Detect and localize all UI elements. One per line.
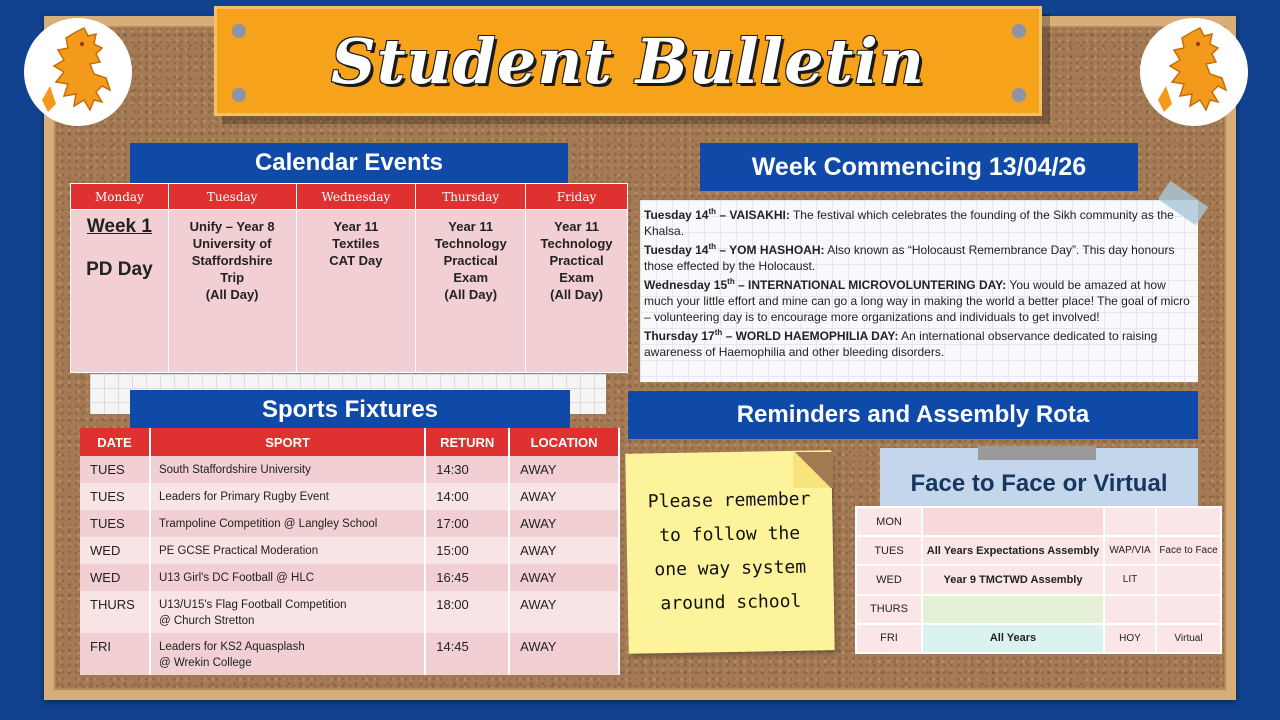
rota-event: All Years	[922, 624, 1104, 653]
calendar-line: Exam	[453, 270, 489, 285]
rota-event: Year 9 TMCTWD Assembly	[922, 565, 1104, 594]
calendar-day-header: Friday	[526, 184, 628, 210]
pd-day-label: PD Day	[86, 259, 153, 280]
sticky-note-fold	[793, 452, 833, 488]
fixture-date: TUES	[80, 510, 150, 537]
table-row	[80, 537, 619, 564]
calendar-cell-tuesday	[168, 210, 296, 373]
calendar-line: Year 11	[333, 219, 379, 234]
week-entry-day	[644, 278, 1006, 292]
school-crest-left	[24, 18, 132, 126]
lion-rampant-crest-icon	[36, 26, 120, 118]
week-entry	[644, 239, 1194, 274]
fixture-location: AWAY	[509, 537, 619, 564]
week-entry-title: – INTERNATIONAL MICROVOLUNTERING DAY:	[734, 278, 1007, 292]
pin-icon	[1012, 24, 1026, 38]
week-entry-text: Also known as “Holocaust Remembrance Day”. This day honours those effected by the Holocaust.	[644, 243, 1175, 273]
fixture-sport	[150, 564, 425, 591]
week-entry-day	[644, 208, 790, 222]
table-row	[80, 633, 619, 675]
calendar-line: Year 11	[448, 219, 494, 234]
fixture-date: WED	[80, 564, 150, 591]
fixture-sport-name: U13/U15's Flag Football Competition	[158, 599, 347, 611]
fixture-return: 14:00	[425, 483, 509, 510]
fixture-sport	[150, 510, 425, 537]
calendar-day-header: Wednesday	[296, 184, 416, 210]
week-notes	[640, 200, 1198, 382]
fixture-sport-name: Trampoline Competition @ Langley School	[158, 518, 378, 530]
calendar-heading: Calendar Events	[130, 143, 568, 183]
calendar-cell-monday	[71, 210, 169, 373]
calendar-line: Staffordshire	[191, 253, 273, 268]
week-entry-title: – WORLD HAEMOPHILIA DAY:	[722, 329, 899, 343]
fixture-location: AWAY	[509, 456, 619, 483]
table-row	[856, 536, 1221, 565]
table-row	[856, 595, 1221, 624]
calendar-line: (All Day)	[444, 287, 498, 302]
rota-day: MON	[856, 507, 922, 536]
week-entry-suffix: th	[708, 207, 717, 216]
fixture-return: 17:00	[425, 510, 509, 537]
week-entry-date: Tuesday 14	[644, 208, 709, 222]
calendar-cell-friday	[526, 210, 628, 373]
calendar-day-header: Thursday	[416, 184, 526, 210]
fixture-location: AWAY	[509, 564, 619, 591]
week-entry-date: Wednesday 15	[644, 278, 728, 292]
calendar-line: Textiles	[332, 236, 380, 251]
table-row	[856, 624, 1221, 653]
week-entry-day	[644, 243, 825, 257]
table-row	[80, 564, 619, 591]
calendar-table	[70, 183, 628, 373]
lion-rampant-crest-icon	[1152, 26, 1236, 118]
sports-heading: Sports Fixtures	[130, 390, 570, 430]
calendar-line: CAT Day	[329, 253, 383, 268]
pin-icon	[232, 88, 246, 102]
calendar-line: Technology	[434, 236, 507, 251]
week-entry-title: – VAISAKHI:	[716, 208, 790, 222]
fixture-date: TUES	[80, 483, 150, 510]
page-title: Student Bulletin	[331, 24, 925, 98]
rota-lead: WAP/VIA	[1104, 536, 1156, 565]
week-entry-date: Thursday 17	[644, 329, 715, 343]
fixture-return: 16:45	[425, 564, 509, 591]
fixture-sport-name: U13 Girl's DC Football @ HLC	[158, 572, 315, 584]
fixture-sport-name: South Staffordshire University	[158, 464, 311, 476]
table-row	[80, 591, 619, 633]
rota-table	[855, 506, 1222, 654]
fixture-location: AWAY	[509, 510, 619, 537]
calendar-day-header: Monday	[71, 184, 169, 210]
sports-table	[80, 428, 620, 675]
fixture-sport	[150, 591, 425, 633]
rota-lead: HOY	[1104, 624, 1156, 653]
sports-col-sport: SPORT	[150, 428, 425, 456]
rota-event	[922, 595, 1104, 624]
rota-event	[922, 507, 1104, 536]
fixture-date: WED	[80, 537, 150, 564]
week-entry	[644, 204, 1194, 239]
rota-mode: Face to Face	[1156, 536, 1221, 565]
week-entry-text: The festival which celebrates the founding of the Sikh community as the Khalsa.	[644, 208, 1174, 238]
rota-lead	[1104, 595, 1156, 624]
rota-event: All Years Expectations Assembly	[922, 536, 1104, 565]
calendar-line: Unify – Year 8	[189, 219, 275, 234]
fixture-date: FRI	[80, 633, 150, 675]
title-banner	[214, 6, 1042, 116]
calendar-line: Technology	[540, 236, 613, 251]
calendar-line: (All Day)	[550, 287, 603, 302]
fixture-sport-name: Leaders for Primary Rugby Event	[158, 491, 329, 503]
week-entry-suffix: th	[727, 277, 735, 286]
fixture-sport	[150, 537, 425, 564]
fixture-return: 14:30	[425, 456, 509, 483]
fixture-sport	[150, 456, 425, 483]
rota-mode: Virtual	[1156, 624, 1221, 653]
fixture-sport-venue: @ Church Stretton	[158, 615, 255, 627]
rota-day: FRI	[856, 624, 922, 653]
table-row	[80, 456, 619, 483]
rota-day: TUES	[856, 536, 922, 565]
week-entry-date: Tuesday 14	[644, 243, 709, 257]
sports-col-return: RETURN	[425, 428, 509, 456]
calendar-cell-wednesday	[296, 210, 416, 373]
rota-heading: Face to Face or Virtual	[880, 448, 1198, 506]
fixture-location: AWAY	[509, 633, 619, 675]
fixture-sport	[150, 483, 425, 510]
week-entry-title: – YOM HASHOAH:	[716, 243, 825, 257]
sticky-note-text: Please remember to follow the one way system around school	[647, 488, 811, 615]
week-entry-text: You would be amazed at how much your little effort and mine can go a long way in making the world a better place! The goal of micro – volunteering day is to encourage more organizations and individuals to get involved!	[644, 278, 1190, 324]
week-entry	[644, 325, 1194, 360]
rota-mode	[1156, 595, 1221, 624]
week-entry-text: An international observance dedicated to raising awareness of Haemophilia and other bleeding disorders.	[644, 329, 1158, 359]
pin-icon	[1012, 88, 1026, 102]
week-entry-suffix: th	[714, 328, 723, 337]
week-entry-suffix: th	[708, 242, 717, 251]
table-row	[856, 507, 1221, 536]
fixture-return: 15:00	[425, 537, 509, 564]
rota-mode	[1156, 507, 1221, 536]
calendar-line: Practical	[549, 253, 604, 268]
calendar-line: (All Day)	[205, 287, 259, 302]
rota-day: THURS	[856, 595, 922, 624]
fixture-sport-venue: @ Wrekin College	[158, 657, 252, 669]
fixture-date: THURS	[80, 591, 150, 633]
clipboard-clip	[978, 446, 1096, 460]
table-row	[856, 565, 1221, 594]
week-heading: Week Commencing 13/04/26	[700, 143, 1138, 191]
sports-col-location: LOCATION	[509, 428, 619, 456]
sports-col-date: DATE	[80, 428, 150, 456]
calendar-cell-thursday	[416, 210, 526, 373]
fixture-return: 18:00	[425, 591, 509, 633]
calendar-line: Exam	[559, 270, 594, 285]
fixture-sport-name: Leaders for KS2 Aquasplash	[158, 641, 305, 653]
school-crest-right	[1140, 18, 1248, 126]
fixture-sport	[150, 633, 425, 675]
calendar-line: Trip	[220, 270, 245, 285]
fixture-location: AWAY	[509, 591, 619, 633]
week-entry	[644, 274, 1194, 325]
calendar-line: University of	[192, 236, 272, 251]
fixture-date: TUES	[80, 456, 150, 483]
calendar-line: Practical	[443, 253, 498, 268]
rota-day: WED	[856, 565, 922, 594]
fixture-location: AWAY	[509, 483, 619, 510]
week-entry-day	[644, 329, 899, 343]
rota-lead	[1104, 507, 1156, 536]
rota-lead: LIT	[1104, 565, 1156, 594]
fixture-return: 14:45	[425, 633, 509, 675]
pin-icon	[232, 24, 246, 38]
fixture-sport-name: PE GCSE Practical Moderation	[158, 545, 319, 557]
rota-mode	[1156, 565, 1221, 594]
table-row	[80, 510, 619, 537]
table-row	[80, 483, 619, 510]
reminders-heading: Reminders and Assembly Rota	[628, 391, 1198, 439]
calendar-line: Year 11	[554, 219, 599, 234]
calendar-day-header: Tuesday	[168, 184, 296, 210]
week-number: Week 1	[86, 216, 152, 237]
